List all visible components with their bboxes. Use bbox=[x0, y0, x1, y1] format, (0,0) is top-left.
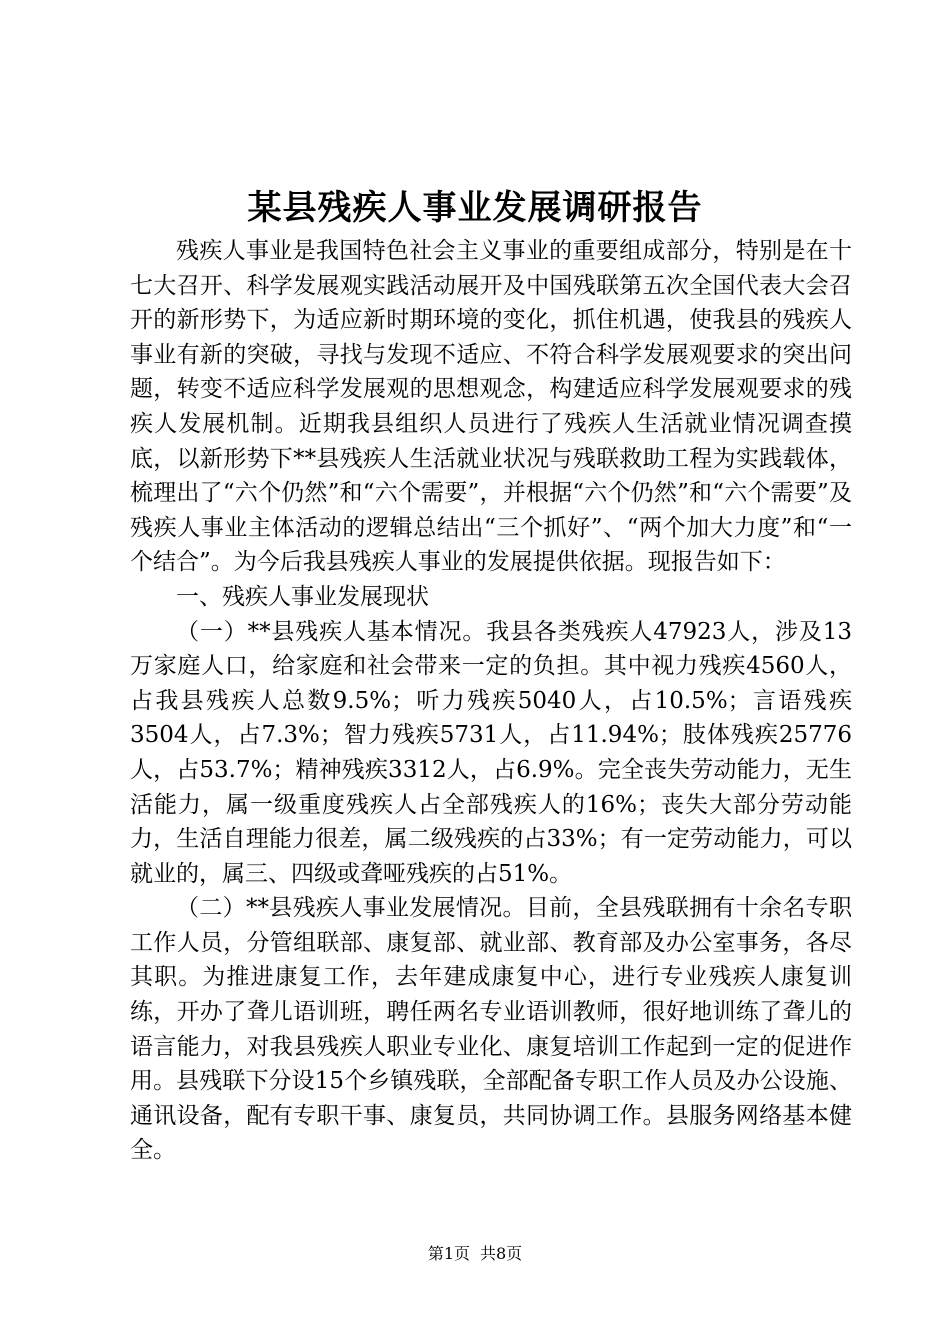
section-heading-1: 一、残疾人事业发展现状 bbox=[176, 583, 429, 610]
subsection-paragraph-2: （二）**县残疾人事业发展情况。目前，全县残联拥有十余名专职工作人员，分管组联部、康复部、就业部、教育部及办公室事务，各尽其职。为推进康复工作，去年建成康复中心，进行专业残疾人康复训练，开办了聋儿语训班，聘任两名专业语训教师，很好地训练了聋儿的语言能力，对我县残疾人职业专业化、康复培训工作起到一定的促进作用。县残联下分设15个乡镇残联，全部配备专职工作人员及办公设施、通讯设备，配有专职干事、康复员，共同协调工作。县服务网络基本健全。 bbox=[130, 895, 852, 1164]
document-title: 某县残疾人事业发展调研报告 bbox=[247, 188, 703, 228]
page-footer bbox=[0, 1242, 950, 1266]
document-body bbox=[130, 234, 852, 1168]
page-number-current: 第1页 bbox=[427, 1244, 470, 1263]
intro-paragraph: 残疾人事业是我国特色社会主义事业的重要组成部分，特别是在十七大召开、科学发展观实践活动展开及中国残联第五次全国代表大会召开的新形势下，为适应新时期环境的变化，抓住机遇，使我县的残疾人事业有新的突破，寻找与发现不适应、不符合科学发展观要求的突出问题，转变不适应科学发展观的思想观念，构建适应科学发展观要求的残疾人发展机制。近期我县组织人员进行了残疾人生活就业情况调查摸底，以新形势下**县残疾人生活就业状况与残联救助工程为实践载体，梳理出了“六个仍然”和“六个需要”，并根据“六个仍然”和“六个需要”及残疾人事业主体活动的逻辑总结出“三个抓好”、“两个加大力度”和“一个结合”。为今后我县残疾人事业的发展提供依据。现报告如下： bbox=[130, 238, 852, 576]
page-number-total: 共8页 bbox=[480, 1244, 523, 1263]
subsection-paragraph-1: （一）**县残疾人基本情况。我县各类残疾人47923人，涉及13万家庭人口，给家庭和社会带来一定的负担。其中视力残疾4560人，占我县残疾人总数9.5%；听力残疾5040人，占10.5%；言语残疾3504人，占7.3%；智力残疾5731人，占11.94%；肢体残疾25776人，占53.7%；精神残疾3312人，占6.9%。完全丧失劳动能力，无生活能力，属一级重度残疾人占全部残疾人的16%；丧失大部分劳动能力，生活自理能力很差，属二级残疾的占33%；有一定劳动能力，可以就业的，属三、四级或聋哑残疾的占51%。 bbox=[130, 618, 852, 887]
